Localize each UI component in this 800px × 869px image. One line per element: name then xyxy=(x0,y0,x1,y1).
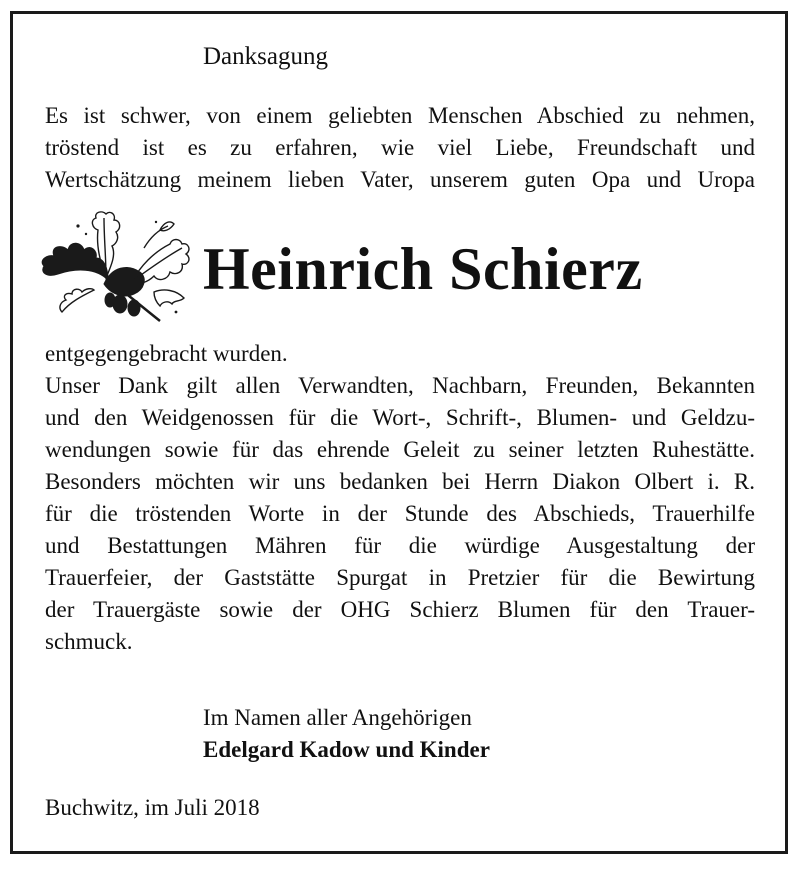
body-paragraph xyxy=(45,338,755,658)
body-line: entgegengebracht wurden. xyxy=(45,341,288,366)
body-line: Trauerfeier, der Gaststätte Spurgat in Pretzier für die Bewirtung xyxy=(45,565,755,590)
intro-line: Wertschätzung meinem lieben Vater, unserem guten Opa und Uropa xyxy=(45,167,755,192)
body-line: und Bestattungen Mähren für die würdige Ausgestaltung der xyxy=(45,533,755,558)
signature-line: Im Namen aller Angehörigen xyxy=(203,705,472,730)
notice-heading: Danksagung xyxy=(203,43,328,70)
body-line: für die tröstenden Worte in der Stunde des Abschieds, Trauerhilfe xyxy=(45,501,755,526)
body-line: Unser Dank gilt allen Verwandten, Nachbarn, Freunden, Bekannten xyxy=(45,373,755,398)
body-line: der Trauergäste sowie der OHG Schierz Blumen für den Trauer- xyxy=(45,597,755,622)
place-date: Buchwitz, im Juli 2018 xyxy=(45,795,260,820)
intro-line: tröstend ist es zu erfahren, wie viel Liebe, Freundschaft und xyxy=(45,135,755,160)
signatories: Edelgard Kadow und Kinder xyxy=(203,737,490,762)
body-line: Besonders möchten wir uns bedanken bei Herrn Diakon Olbert i. R. xyxy=(45,469,755,494)
body-line: und den Weidgenossen für die Wort-, Schrift-, Blumen- und Geldzu- xyxy=(45,405,755,430)
intro-line: Es ist schwer, von einem geliebten Menschen Abschied zu nehmen, xyxy=(45,103,755,128)
oak-leaves-icon xyxy=(36,208,194,328)
body-line: wendungen sowie für das ehrende Geleit zu seiner letzten Ruhestätte. xyxy=(45,437,755,462)
intro-paragraph xyxy=(45,100,755,196)
deceased-name: Heinrich Schierz xyxy=(203,236,643,302)
body-line: schmuck. xyxy=(45,629,133,654)
